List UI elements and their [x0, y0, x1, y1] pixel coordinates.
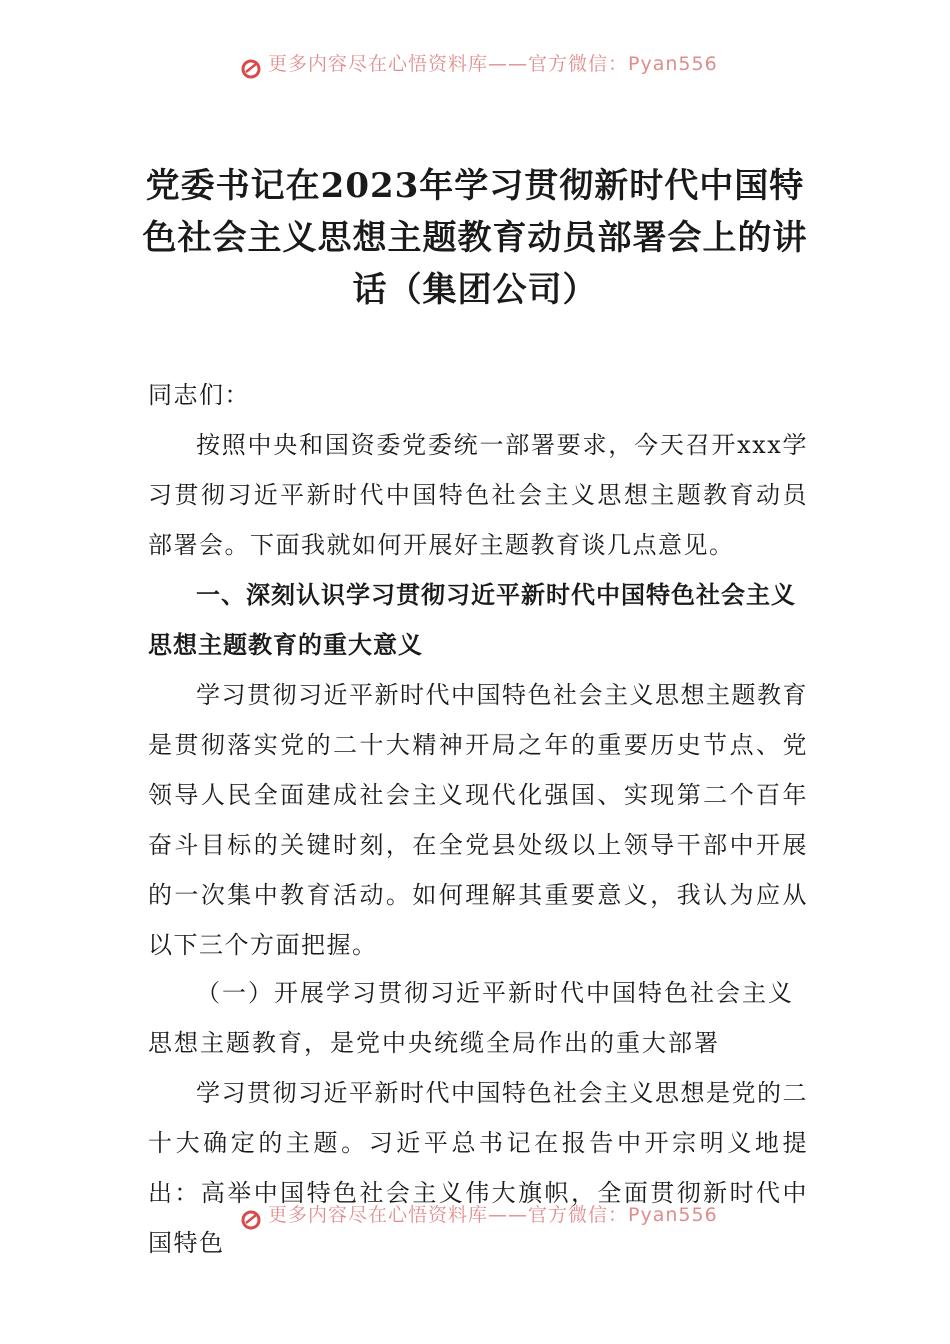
paragraph-theme: 学习贯彻习近平新时代中国特色社会主义思想是党的二十大确定的主题。习近平总书记在报告中开宗明义地提出：高举中国特色社会主义伟大旗帜，全面贯彻新时代中国特色	[148, 1079, 808, 1257]
section-heading-1: 一、深刻认识学习贯彻习近平新时代中国特色社会主义思想主题教育的重大意义	[148, 581, 796, 659]
watermark-top	[240, 52, 740, 82]
subsection-heading-1: （一）开展学习贯彻习近平新时代中国特色社会主义思想主题教育，是党中央统缆全局作出的重大部署	[148, 979, 794, 1057]
document-title: 党委书记在2023年学习贯彻新时代中国特色社会主义思想主题教育动员部署会上的讲话（集团公司）	[142, 166, 808, 310]
salutation: 同志们：	[148, 381, 250, 409]
watermark-text: 更多内容尽在心悟资料库——官方微信：Pyan556	[268, 1203, 718, 1226]
paragraph-intro: 按照中央和国资委党委统一部署要求，今天召开xxx学习贯彻习近平新时代中国特色社会主义思想主题教育动员部署会。下面我就如何开展好主题教育谈几点意见。	[148, 431, 808, 559]
logo-icon	[240, 58, 262, 80]
paragraph-significance: 学习贯彻习近平新时代中国特色社会主义思想主题教育是贯彻落实党的二十大精神开局之年的重要历史节点、党领导人民全面建成社会主义现代化强国、实现第二个百年奋斗目标的关键时刻，在全党县处级以上领导干部中开展的一次集中教育活动。如何理解其重要意义，我认为应从以下三个方面把握。	[148, 681, 808, 959]
logo-icon	[240, 1209, 262, 1231]
watermark-bottom	[240, 1203, 740, 1233]
watermark-text: 更多内容尽在心悟资料库——官方微信：Pyan556	[268, 52, 718, 75]
